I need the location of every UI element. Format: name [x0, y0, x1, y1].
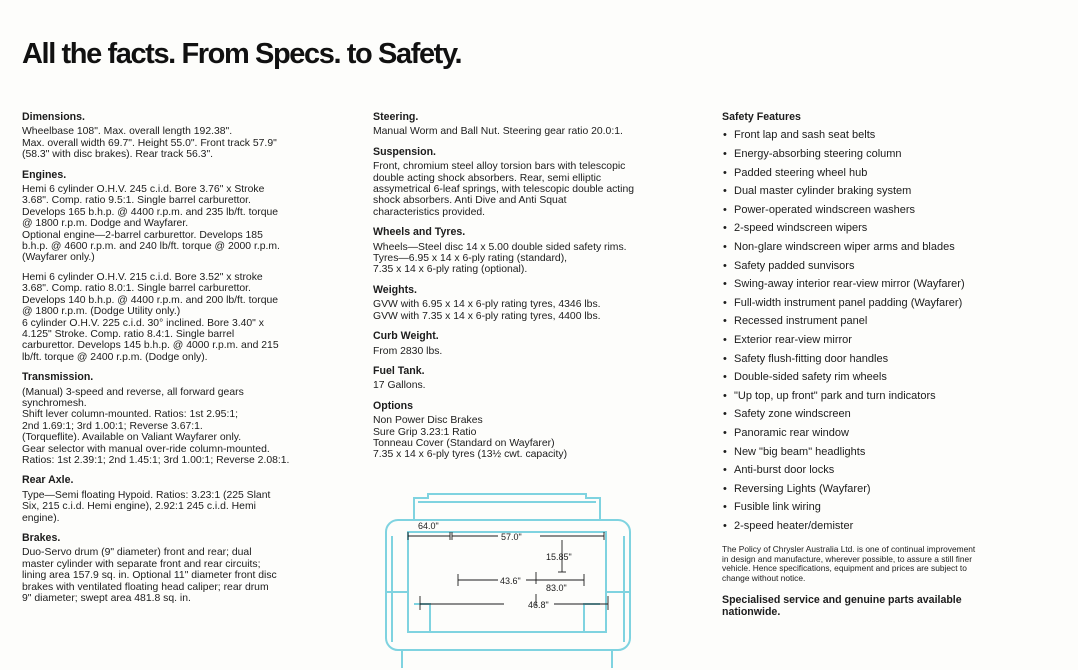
- rear-axle-section: [22, 475, 354, 524]
- brakes-text: Duo-Servo drum (9" diameter) front and rear; dual master cylinder with separate front and rear circuits; lining area 157.9 sq. in. Optional 11" diameter front disc brakes with ventilated floating head caliper; rear drum 9" diameter; swept area 481.8 sq. in.: [22, 547, 277, 605]
- dimensions-text: Wheelbase 108". Max. overall length 192.38". Max. overall width 69.7". Height 55.0". Front track 57.9" (58.3" with disc brakes). Rear track 56.3".: [22, 126, 277, 161]
- dimension-lines: [408, 532, 608, 610]
- curb-weight-text: From 2830 lbs.: [373, 345, 443, 357]
- wheels-text: Wheels—Steel disc 14 x 5.00 double sided safety rims. Tyres—6.95 x 14 x 6-ply rating (standard), 7.35 x 14 x 6-ply rating (optional).: [373, 241, 627, 276]
- engines-heading: Engines.: [22, 168, 67, 181]
- safety-feature-item: • Panoramic rear window: [722, 424, 1044, 443]
- dim-label-436: 43.6": [500, 576, 521, 586]
- fuel-tank-heading: Fuel Tank.: [373, 364, 425, 377]
- tray-dimensions-diagram: [378, 492, 640, 668]
- dim-label-468: 46.8": [528, 600, 549, 610]
- dimensions-section: [22, 112, 354, 161]
- steering-text: Manual Worm and Ball Nut. Steering gear ratio 20.0:1.: [373, 126, 623, 138]
- safety-feature-item: • Padded steering wheel hub: [722, 164, 1044, 183]
- dim-label-1585: 15.85": [546, 552, 572, 562]
- fuel-tank-text: 17 Gallons.: [373, 380, 426, 392]
- safety-feature-item: • Safety zone windscreen: [722, 405, 1044, 424]
- fuel-tank-section: [373, 366, 703, 392]
- safety-feature-item: • Swing-away interior rear-view mirror (Wayfarer): [722, 275, 1044, 294]
- safety-feature-item: • Power-operated windscreen washers: [722, 201, 1044, 220]
- safety-feature-item: • Reversing Lights (Wayfarer): [722, 480, 1044, 499]
- suspension-section: [373, 147, 703, 218]
- weights-text: GVW with 6.95 x 14 x 6-ply rating tyres, 4346 lbs. GVW with 7.35 x 14 x 6-ply rating tyres, 4400 lbs.: [373, 299, 601, 322]
- engines-section: [22, 170, 354, 364]
- safety-feature-item: • Safety padded sunvisors: [722, 257, 1044, 276]
- dim-label-57: 57.0": [501, 532, 522, 542]
- specs-column-1: [22, 112, 354, 613]
- wheels-section: [373, 227, 703, 276]
- safety-feature-item: • Front lap and sash seat belts: [722, 126, 1044, 145]
- specs-column-2: [373, 112, 703, 470]
- brakes-section: [22, 533, 354, 604]
- safety-feature-item: • 2-speed heater/demister: [722, 517, 1044, 536]
- safety-feature-item: • Energy-absorbing steering column: [722, 145, 1044, 164]
- curb-weight-section: [373, 331, 703, 357]
- steering-section: [373, 112, 703, 138]
- steering-heading: Steering.: [373, 111, 419, 123]
- service-tagline: Specialised service and genuine parts available nationwide.: [722, 594, 962, 618]
- page-title: All the facts. From Specs. to Safety.: [22, 38, 462, 70]
- safety-feature-item: • Fusible link wiring: [722, 498, 1044, 517]
- safety-feature-item: • Anti-burst door locks: [722, 461, 1044, 480]
- policy-note: The Policy of Chrysler Australia Ltd. is one of continual improvement in design and manufacture, wherever possible, to assure a still finer vehicle. Hence specifications, equipment and prices are subject to change without notice.: [722, 544, 976, 583]
- engines-text-hemi-245: Hemi 6 cylinder O.H.V. 245 c.i.d. Bore 3.76" x Stroke 3.68". Comp. ratio 9.5:1. Single barrel carburettor. Develops 165 b.h.p. @ 4400 r.p.m. and 235 lb/ft. torque @ 1800 r.p.m. Dodge and Wayfarer. Optional engine—2-barrel carburettor. Develops 185 b.h.p. @ 4600 r.p.m. and 240 lb/ft. torque @ 2000 r.p.m. (Wayfarer only.): [22, 184, 280, 264]
- suspension-text: Front, chromium steel alloy torsion bars with telescopic double acting shock absorbers. Rear, semi elliptic assymetrical 6-leaf springs, with telescopic double acting shock absorbers. Anti Dive and Anti Squat characteristics provided.: [373, 161, 635, 218]
- brakes-heading: Brakes.: [22, 532, 61, 544]
- dimensions-heading: Dimensions.: [22, 111, 85, 123]
- safety-features-heading: Safety Features: [722, 111, 801, 123]
- safety-feature-item: • 2-speed windscreen wipers: [722, 219, 1044, 238]
- safety-column: [722, 112, 1044, 618]
- safety-feature-item: • Non-glare windscreen wiper arms and blades: [722, 238, 1044, 257]
- options-heading: Options: [373, 399, 414, 412]
- dim-label-64: 64.0": [418, 521, 439, 531]
- safety-feature-item: • Full-width instrument panel padding (Wayfarer): [722, 294, 1044, 313]
- safety-feature-item: • Recessed instrument panel: [722, 312, 1044, 331]
- rear-axle-text: Type—Semi floating Hypoid. Ratios: 3.23:1 (225 Slant Six, 215 c.i.d. Hemi engine), 2.92:1 245 c.i.d. Hemi engine).: [22, 489, 271, 524]
- safety-feature-item: • "Up top, up front" park and turn indicators: [722, 387, 1044, 406]
- engines-text-hemi-215: Hemi 6 cylinder O.H.V. 215 c.i.d. Bore 3.52" x stroke 3.68". Comp. ratio 8.0:1. Single barrel carburettor. Develops 140 b.h.p. @ 4400 r.p.m. and 200 lb/ft. torque @ 1800 r.p.m. (Dodge Utility only.) 6 cylinder O.H.V. 225 c.i.d. 30° inclined. Bore 3.40" x 4.125" Stroke. Comp. ratio 8.4:1. Single barrel carburettor. Develops 145 b.h.p. @ 4000 r.p.m. and 215 lb/ft. torque @ 2400 r.p.m. (Dodge only).: [22, 271, 279, 363]
- safety-feature-item: • Dual master cylinder braking system: [722, 182, 1044, 201]
- curb-weight-heading: Curb Weight.: [373, 330, 439, 343]
- weights-heading: Weights.: [373, 283, 417, 296]
- safety-feature-item: • Double-sided safety rim wheels: [722, 368, 1044, 387]
- weights-section: [373, 285, 703, 322]
- safety-feature-item: • Exterior rear-view mirror: [722, 331, 1044, 350]
- options-text: Non Power Disc Brakes Sure Grip 3.23:1 Ratio Tonneau Cover (Standard on Wayfarer) 7.35 x 14 x 6-ply tyres (13½ cwt. capacity): [373, 415, 568, 461]
- safety-features-list: [722, 126, 1044, 535]
- safety-feature-item: • Safety flush-fitting door handles: [722, 350, 1044, 369]
- options-section: [373, 401, 703, 461]
- transmission-section: [22, 372, 354, 466]
- safety-feature-item: • New "big beam" headlights: [722, 443, 1044, 462]
- rear-axle-heading: Rear Axle.: [22, 474, 74, 487]
- suspension-heading: Suspension.: [373, 145, 436, 158]
- wheels-heading: Wheels and Tyres.: [373, 226, 466, 239]
- transmission-heading: Transmission.: [22, 371, 94, 384]
- transmission-text: (Manual) 3-speed and reverse, all forward gears synchromesh. Shift lever column-mounted. Ratios: 1st 2.95:1; 2nd 1.69:1; 3rd 1.00:1; Reverse 3.67:1. (Torqueflite). Available on Valiant Wayfarer only. Gear selector with manual over-ride column-mounted. Ratios: 1st 2.39:1; 2nd 1.45:1; 3rd 1.00:1; Reverse 2.08:1.: [22, 386, 290, 466]
- dim-label-83: 83.0": [546, 583, 567, 593]
